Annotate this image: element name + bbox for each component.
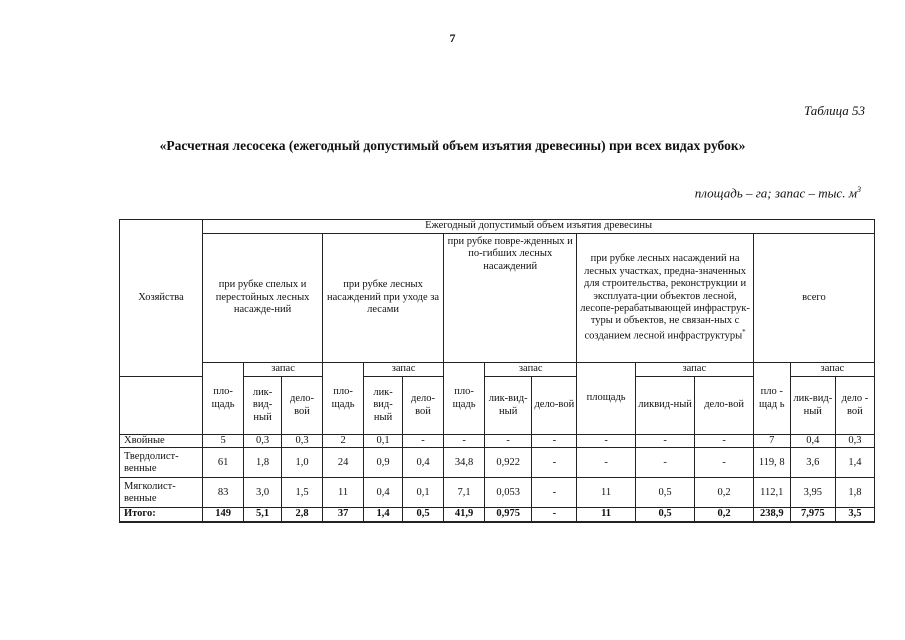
cell: 34,8 xyxy=(444,448,485,478)
cell: 0,2 xyxy=(695,478,753,508)
cell: 0,1 xyxy=(364,435,403,448)
header-stock-1: запас xyxy=(244,363,323,377)
cell: 3,0 xyxy=(244,478,282,508)
cell: 5 xyxy=(203,435,244,448)
cell: 3,5 xyxy=(835,508,874,522)
footnote-star: * xyxy=(742,327,746,336)
header-group: Ежегодный допустимый объем изъятия древесины xyxy=(203,220,875,234)
table-title: «Расчетная лесосека (ежегодный допустимый объем изъятия древесины) при всех видах рубок» xyxy=(159,138,746,153)
cell: 0,5 xyxy=(403,508,444,522)
header-liquid-1: лик-вид-ный xyxy=(244,377,282,435)
header-cat-thinning: при рубке лесных насаждений при уходе за лесами xyxy=(323,234,444,363)
header-farm: Хозяйства xyxy=(120,220,203,377)
cell: 0,4 xyxy=(403,448,444,478)
cell: 7,1 xyxy=(444,478,485,508)
cell: - xyxy=(532,478,577,508)
header-cat-mature: при рубке спелых и перестойных лесных насажде-ний xyxy=(203,234,323,363)
header-stock-2: запас xyxy=(364,363,444,377)
cell: 3,95 xyxy=(790,478,835,508)
cell: 83 xyxy=(203,478,244,508)
cell: 0,4 xyxy=(790,435,835,448)
header-area-1: пло-щадь xyxy=(203,363,244,435)
units-text: площадь – га; запас – тыс. м xyxy=(694,185,857,201)
cell: 3,6 xyxy=(790,448,835,478)
cell: 1,8 xyxy=(835,478,874,508)
header-liquid-5: лик-вид-ный xyxy=(790,377,835,435)
cell: 0,3 xyxy=(244,435,282,448)
cell: - xyxy=(485,435,532,448)
cell: 5,1 xyxy=(244,508,282,522)
header-stock-3: запас xyxy=(485,363,577,377)
cell: 1,0 xyxy=(282,448,323,478)
header-liquid-3: лик-вид-ный xyxy=(485,377,532,435)
cell: 0,1 xyxy=(403,478,444,508)
header-business-2: дело-вой xyxy=(403,377,444,435)
cell: 0,5 xyxy=(635,478,694,508)
cell: 37 xyxy=(323,508,364,522)
cell: 41,9 xyxy=(444,508,485,522)
cell: 7 xyxy=(753,435,790,448)
header-area-3: пло-щадь xyxy=(444,363,485,435)
header-cat-damaged: при рубке повре-жденных и по-гибших лесных насаждений xyxy=(444,234,577,363)
header-stock-4: запас xyxy=(635,363,753,377)
cell: 1,8 xyxy=(244,448,282,478)
cell: - xyxy=(532,508,577,522)
header-cat-infrastructure xyxy=(577,234,753,363)
cell: 2 xyxy=(323,435,364,448)
cell: - xyxy=(532,435,577,448)
cell: - xyxy=(403,435,444,448)
cell: 0,922 xyxy=(485,448,532,478)
total-row xyxy=(120,508,875,522)
header-business-4: дело-вой xyxy=(695,377,753,435)
cell: 0,053 xyxy=(485,478,532,508)
header-business-3: дело-вой xyxy=(532,377,577,435)
cell: 0,9 xyxy=(364,448,403,478)
header-stock-5: запас xyxy=(790,363,874,377)
cell: 0,5 xyxy=(635,508,694,522)
row-label: Хвойные xyxy=(120,435,203,448)
header-area-2: пло-щадь xyxy=(323,363,364,435)
header-business-1: дело-вой xyxy=(282,377,323,435)
harvest-table xyxy=(119,219,875,523)
units-note xyxy=(695,185,861,201)
cell: 1,5 xyxy=(282,478,323,508)
cell: - xyxy=(695,435,753,448)
units-superscript: 3 xyxy=(857,185,861,194)
header-liquid-4: ликвид-ный xyxy=(635,377,694,435)
header-business-5: дело - вой xyxy=(835,377,874,435)
cell: 1,4 xyxy=(364,508,403,522)
table-row xyxy=(120,478,875,508)
header-row-1 xyxy=(120,220,875,234)
cell: - xyxy=(577,448,635,478)
row-label: Мягколист-венные xyxy=(120,478,203,508)
cell: - xyxy=(444,435,485,448)
page-number: 7 xyxy=(449,31,456,45)
cell: - xyxy=(635,435,694,448)
cell: 1,4 xyxy=(835,448,874,478)
header-area-5: пло - щад ь xyxy=(753,363,790,435)
cell: - xyxy=(635,448,694,478)
cell: 11 xyxy=(577,508,635,522)
cell: 0,3 xyxy=(282,435,323,448)
table-row xyxy=(120,448,875,478)
cell: - xyxy=(577,435,635,448)
cell: 149 xyxy=(203,508,244,522)
row-label: Итого: xyxy=(120,508,203,522)
cell: - xyxy=(532,448,577,478)
header-row-3 xyxy=(120,363,875,377)
cell: 2,8 xyxy=(282,508,323,522)
header-cat-total: всего xyxy=(753,234,874,363)
header-area-4: площадь xyxy=(577,363,635,435)
cell: 0,975 xyxy=(485,508,532,522)
cell: 7,975 xyxy=(790,508,835,522)
cell: 11 xyxy=(323,478,364,508)
cell: 0,3 xyxy=(835,435,874,448)
header-cat-infrastructure-text: при рубке лесных насаждений на лесных участках, предна-значенных для строительства, реконструкции и эксплуата-ции объектов лесной, лесопе-рерабатывающей инфраструк-туры и объектов, не связан-ных с созданием лесной инфраструктуры xyxy=(580,253,750,342)
header-farm-blank xyxy=(120,377,203,435)
cell: 0,2 xyxy=(695,508,753,522)
header-liquid-2: лик-вид-ный xyxy=(364,377,403,435)
cell: 112,1 xyxy=(753,478,790,508)
cell: 24 xyxy=(323,448,364,478)
table-label: Таблица 53 xyxy=(803,103,865,118)
cell: 238,9 xyxy=(753,508,790,522)
cell: - xyxy=(695,448,753,478)
cell: 61 xyxy=(203,448,244,478)
cell: 0,4 xyxy=(364,478,403,508)
row-label: Твердолист-венные xyxy=(120,448,203,478)
header-row-2 xyxy=(120,234,875,363)
cell: 119, 8 xyxy=(753,448,790,478)
table-row xyxy=(120,435,875,448)
cell: 11 xyxy=(577,478,635,508)
